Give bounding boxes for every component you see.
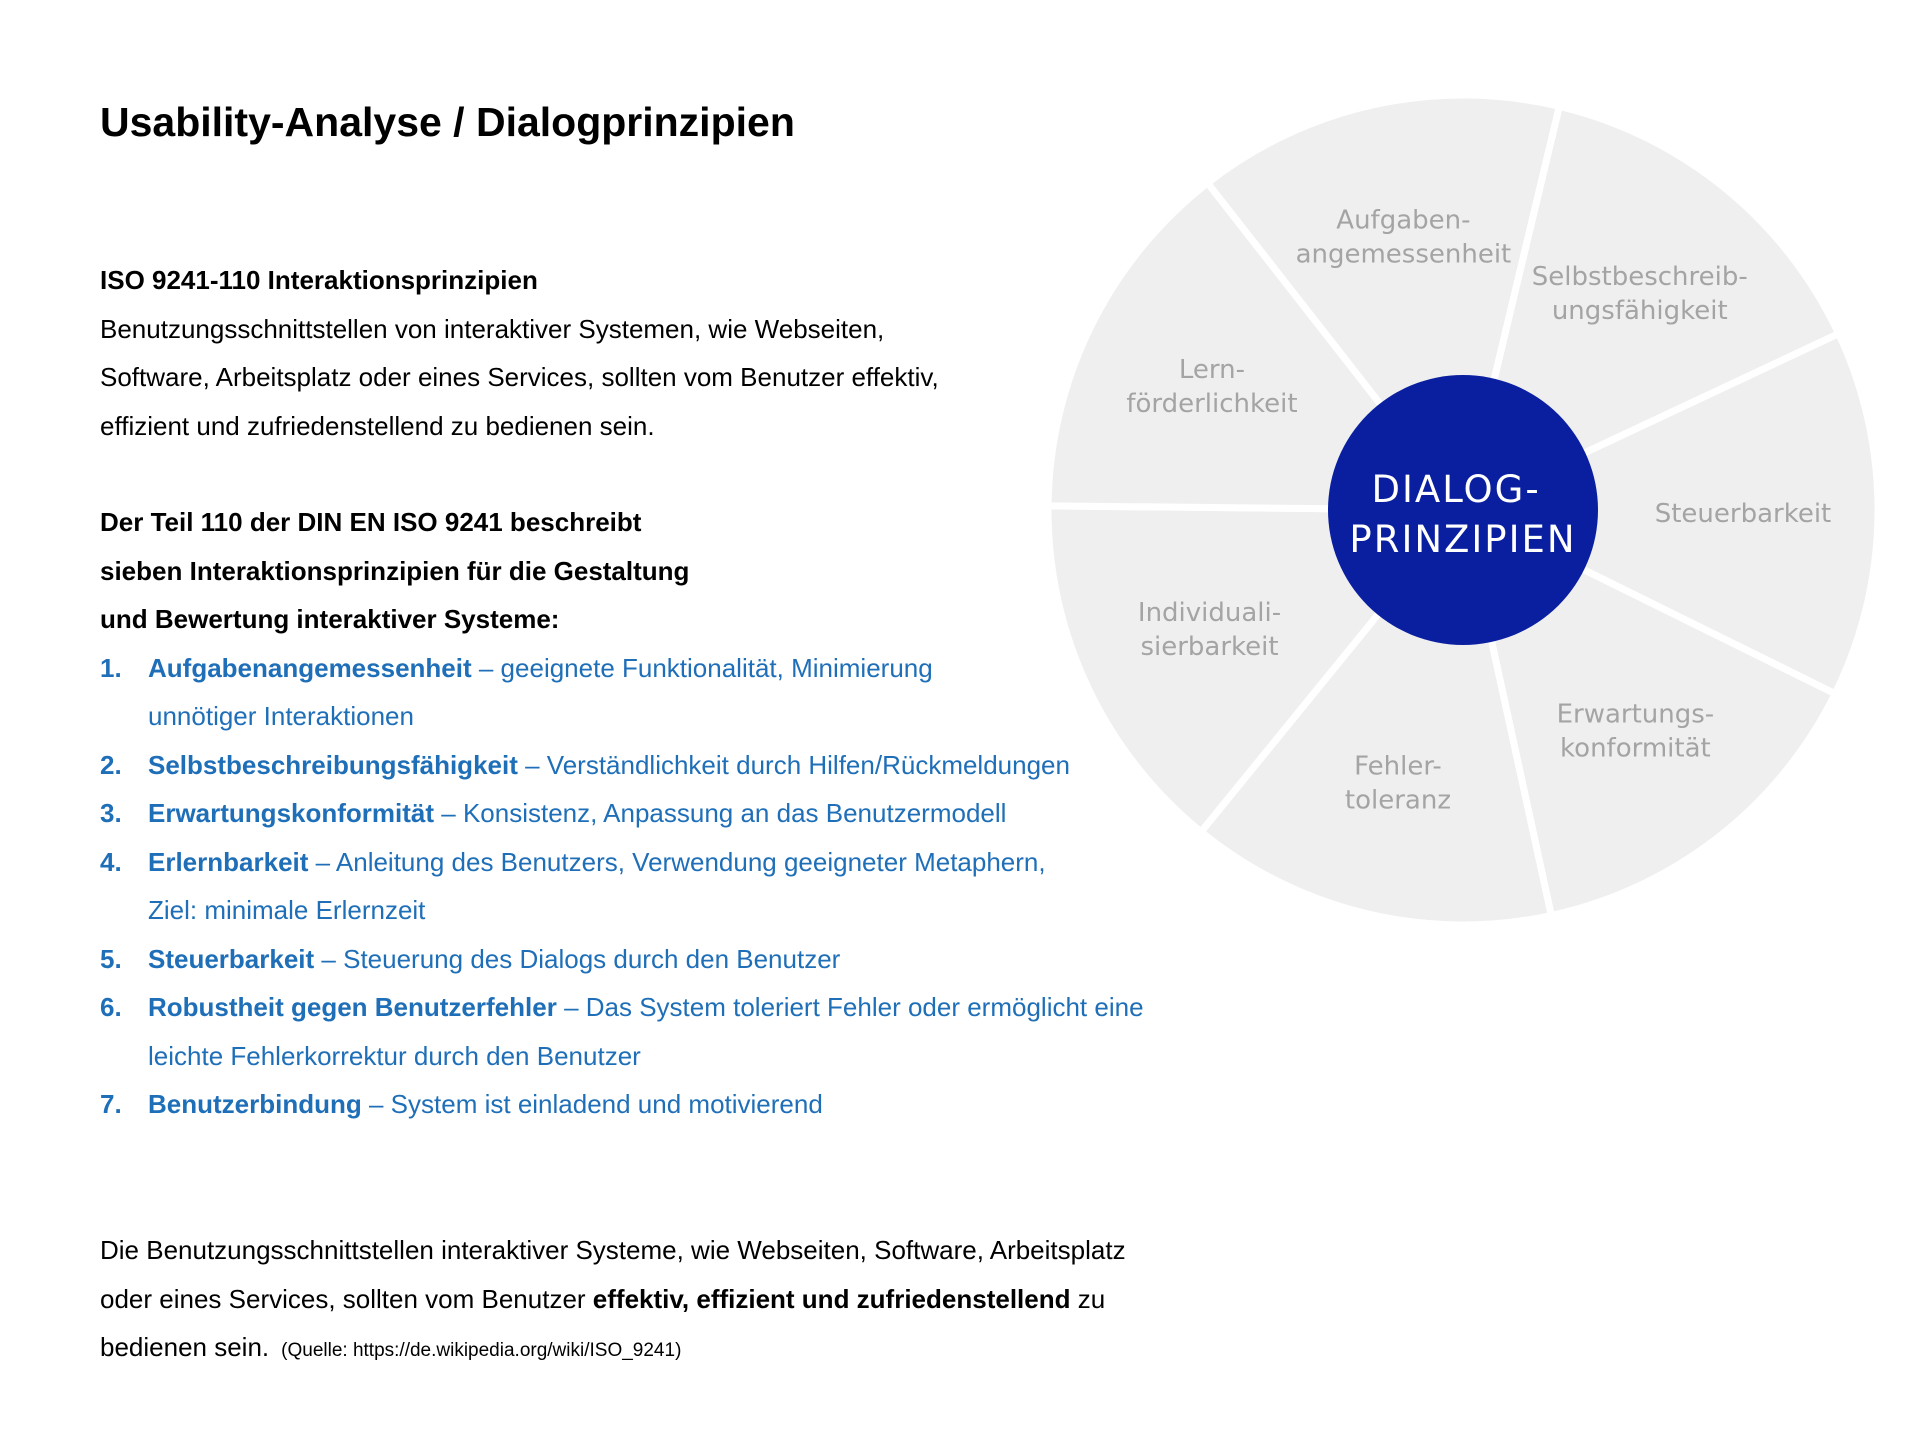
closing-text: zu xyxy=(1070,1283,1106,1314)
principle-description: – Steuerung des Dialogs durch den Benutzer xyxy=(321,943,841,974)
principle-item xyxy=(100,1080,1180,1129)
wheel-segment-label xyxy=(1655,499,1832,529)
dialog-principles-wheel xyxy=(1040,90,1880,930)
principle-number: 5. xyxy=(100,943,122,974)
intro-line: Software, Arbeitsplatz oder eines Services, sollten vom Benutzer effektiv, xyxy=(100,362,939,392)
closing-text: oder eines Services, sollten vom Benutzer xyxy=(100,1283,593,1314)
closing-line: Die Benutzungsschnittstellen interaktiver Systeme, wie Webseiten, Software, Arbeitsplatz xyxy=(100,1235,1126,1265)
principle-item xyxy=(100,838,1180,935)
intro-line: Benutzungsschnittstellen von interaktiver Systemen, wie Webseiten, xyxy=(100,313,885,344)
source-citation: (Quelle: https://de.wikipedia.org/wiki/ISO_9241) xyxy=(281,1340,682,1361)
closing-section xyxy=(100,1226,1200,1376)
wheel-segment-label-line: ungsfähigkeit xyxy=(1551,295,1728,326)
principle-number: 1. xyxy=(100,652,122,683)
principles-heading-line: Der Teil 110 der DIN EN ISO 9241 beschreibt xyxy=(100,507,642,537)
principle-number: 4. xyxy=(100,846,122,877)
closing-emphasis: effektiv, effizient und zufriedenstellend xyxy=(592,1283,1071,1314)
closing-line xyxy=(100,1323,1200,1376)
principle-name: Selbstbeschreibungsfähigkeit xyxy=(148,749,518,780)
principle-description: – Anleitung des Benutzers, Verwendung geeigneter Metaphern, xyxy=(315,846,1046,877)
wheel-segment-label-line: konformität xyxy=(1560,733,1711,764)
wheel-segment-label-line: Aufgaben- xyxy=(1336,205,1471,236)
principle-description: – Konsistenz, Anpassung an das Benutzermodell xyxy=(441,798,1007,828)
page-title: Usability-Analyse / Dialogprinzipien xyxy=(100,99,795,145)
principle-name: Erlernbarkeit xyxy=(148,846,309,877)
principle-name: Erwartungskonformität xyxy=(148,798,435,828)
wheel-segment-label-line: förderlichkeit xyxy=(1126,389,1298,420)
principle-name: Benutzerbindung xyxy=(148,1089,362,1119)
principle-number: 7. xyxy=(100,1089,122,1119)
wheel-center-line: PRINZIPIEN xyxy=(1349,518,1577,561)
wheel-segment-label-line: Lern- xyxy=(1178,355,1246,386)
wheel-segment-label-line: Erwartungs- xyxy=(1556,699,1715,730)
principle-name: Aufgabenangemessenheit xyxy=(148,652,472,683)
principle-item xyxy=(100,644,1180,741)
wheel-segment-label-line: Fehler- xyxy=(1354,751,1442,782)
principles-list xyxy=(100,644,1180,1129)
principle-item xyxy=(100,983,1180,1080)
principle-item xyxy=(100,789,1180,838)
principle-number: 6. xyxy=(100,992,122,1022)
intro-line: effizient und zufriedenstellend zu bedienen sein. xyxy=(100,410,655,441)
principle-description: Ziel: minimale Erlernzeit xyxy=(148,895,426,925)
intro-section xyxy=(100,256,1180,450)
wheel-segment-label-line: toleranz xyxy=(1344,785,1452,816)
principles-heading-line: sieben Interaktionsprinzipien für die Gestaltung xyxy=(100,555,690,586)
wheel-segment-label-line: angemessenheit xyxy=(1295,239,1512,270)
principles-heading-line: und Bewertung interaktiver Systeme: xyxy=(100,604,560,634)
principle-number: 3. xyxy=(100,798,122,828)
principle-description: – Das System toleriert Fehler oder ermöglicht eine xyxy=(564,992,1144,1022)
principles-section xyxy=(100,498,1180,1129)
closing-line xyxy=(100,1275,1200,1324)
principle-number: 2. xyxy=(100,749,122,780)
principle-description: – geeignete Funktionalität, Minimierung xyxy=(478,652,933,683)
principle-item xyxy=(100,741,1180,790)
principle-name: Robustheit gegen Benutzerfehler xyxy=(148,992,557,1022)
wheel-segment-label-line: sierbarkeit xyxy=(1140,631,1279,662)
intro-heading: ISO 9241-110 Interaktionsprinzipien xyxy=(100,265,538,295)
closing-text: bedienen sein. xyxy=(100,1332,270,1362)
wheel-segment-label-line: Individuali- xyxy=(1137,597,1282,628)
wheel-segment-label-line: Steuerbarkeit xyxy=(1654,498,1832,529)
principle-item xyxy=(100,935,1180,984)
principle-name: Steuerbarkeit xyxy=(148,943,315,974)
principle-description: – System ist einladend und motivierend xyxy=(369,1089,823,1119)
wheel-center-line: DIALOG- xyxy=(1371,468,1541,511)
wheel-segment-label-line: Selbstbeschreib- xyxy=(1531,261,1748,292)
principle-description: unnötiger Interaktionen xyxy=(148,701,414,731)
principle-description: leichte Fehlerkorrektur durch den Benutzer xyxy=(148,1040,641,1071)
principle-description: – Verständlichkeit durch Hilfen/Rückmeldungen xyxy=(525,749,1070,780)
